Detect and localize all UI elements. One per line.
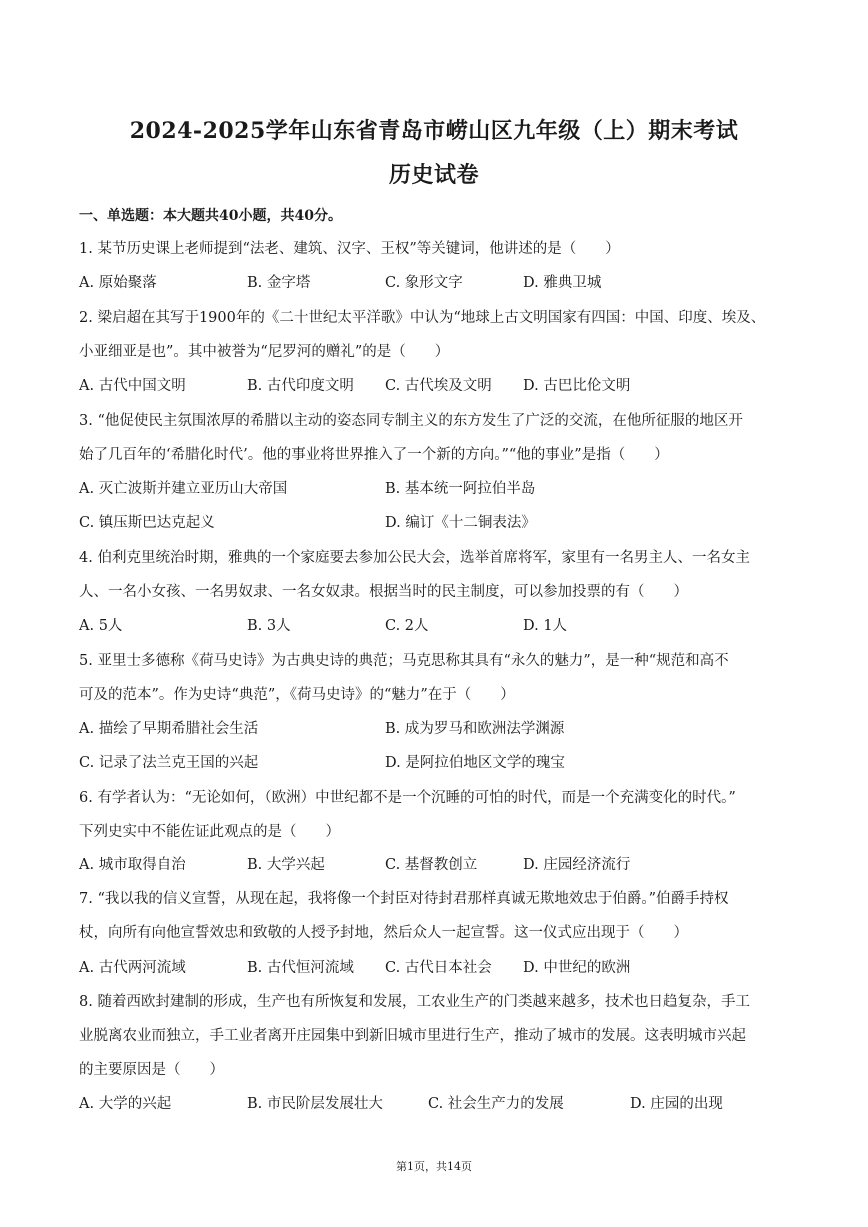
option-d: D. 古巴比伦文明 <box>523 378 631 394</box>
option-d: D. 1人 <box>523 618 568 634</box>
option-d: D. 雅典卫城 <box>523 275 602 291</box>
option-c: C. 古代日本社会 <box>385 960 492 976</box>
question-3-text-line-2: 始了几百年的‘希腊化时代’。他的事业将世界推入了一个新的方向。”“他的事业”是指（ ） <box>79 447 669 463</box>
option-b: B. 大学兴起 <box>247 857 325 873</box>
option-a: A. 城市取得自治 <box>79 857 186 873</box>
option-b: B. 成为罗马和欧洲法学渊源 <box>385 721 565 737</box>
question-8-text-line-1: 8. 随着西欧封建制的形成，生产也有所恢复和发展，工农业生产的门类越来越多，技术也日趋复杂，手工 <box>79 994 750 1010</box>
question-3-options-row-2 <box>79 511 799 531</box>
option-a: A. 灭亡波斯并建立亚历山大帝国 <box>79 481 288 497</box>
question-2-options <box>79 374 799 394</box>
option-c: C. 2人 <box>385 618 429 634</box>
question-1-options <box>79 271 799 291</box>
option-a: A. 原始聚落 <box>79 275 157 291</box>
exam-title: 2024-2025学年山东省青岛市崂山区九年级（上）期末考试 <box>129 118 739 144</box>
question-1-text: 1. 某节历史课上老师提到“法老、建筑、汉字、王权”等关键词，他讲述的是（ ） <box>79 241 620 257</box>
question-8-text-line-2: 业脱离农业而独立，手工业者离开庄园集中到新旧城市里进行生产，推动了城市的发展。这表明城市兴起 <box>79 1028 746 1044</box>
option-c: C. 社会生产力的发展 <box>428 1096 564 1112</box>
option-d: D. 编订《十二铜表法》 <box>385 515 536 531</box>
option-b: B. 3人 <box>247 618 291 634</box>
question-8-text-line-3: 的主要原因是（ ） <box>79 1062 224 1078</box>
option-a: A. 描绘了早期希腊社会生活 <box>79 721 259 737</box>
option-b: B. 古代印度文明 <box>247 378 354 394</box>
page-number: 第1页，共14页 <box>396 1160 472 1173</box>
question-2-text-line-2: 小亚细亚是也”。其中被誉为“尼罗河的赠礼”的是（ ） <box>79 344 450 360</box>
option-a: A. 古代中国文明 <box>79 378 186 394</box>
option-c: C. 基督教创立 <box>385 857 478 873</box>
question-6-text-line-2: 下列史实中不能佐证此观点的是（ ） <box>79 824 340 840</box>
option-a: A. 大学的兴起 <box>79 1096 172 1112</box>
option-c: C. 古代埃及文明 <box>385 378 492 394</box>
option-a: A. 5人 <box>79 618 123 634</box>
option-d: D. 中世纪的欧洲 <box>523 960 631 976</box>
question-6-text-line-1: 6. 有学者认为：“无论如何，（欧洲）中世纪都不是一个沉睡的可怕的时代，而是一个充满变化的时代。” <box>79 790 736 806</box>
exam-subtitle: 历史试卷 <box>388 162 479 188</box>
question-5-text-line-1: 5. 亚里士多德称《荷马史诗》为古典史诗的典范；马克思称其具有“永久的魅力”，是一种“规范和高不 <box>79 653 729 669</box>
question-4-text-line-1: 4. 伯利克里统治时期，雅典的一个家庭要去参加公民大会，选举首席将军，家里有一名男主人、一名女主 <box>79 550 750 566</box>
option-c: C. 象形文字 <box>385 275 463 291</box>
question-7-text-line-1: 7. “我以我的信义宣誓，从现在起，我将像一个封臣对待封君那样真诚无欺地效忠于伯爵。”伯爵手持权 <box>79 891 729 907</box>
option-b: B. 古代恒河流域 <box>247 960 354 976</box>
option-d: D. 庄园的出现 <box>630 1096 723 1112</box>
question-2-text-line-1: 2. 梁启超在其写于1900年的《二十世纪太平洋歌》中认为“地球上古文明国家有四国：中国、印度、埃及、 <box>79 310 766 326</box>
question-3-text-line-1: 3. “他促使民主氛围浓厚的希腊以主动的姿态同专制主义的东方发生了广泛的交流，在他所征服的地区开 <box>79 413 743 429</box>
question-7-options <box>79 956 799 976</box>
question-5-text-line-2: 可及的范本”。作为史诗“典范”，《荷马史诗》的“魅力”在于（ ） <box>79 687 515 703</box>
question-6-options <box>79 853 799 873</box>
question-4-options <box>79 614 799 634</box>
question-4-text-line-2: 人、一名小女孩、一名男奴隶、一名女奴隶。根据当时的民主制度，可以参加投票的有（ ） <box>79 584 688 600</box>
option-b: B. 基本统一阿拉伯半岛 <box>385 481 536 497</box>
option-c: C. 记录了法兰克王国的兴起 <box>79 755 259 771</box>
question-5-options-row-1 <box>79 717 799 737</box>
question-7-text-line-2: 杖，向所有向他宣誓效忠和致敬的人授予封地，然后众人一起宣誓。这一仪式应出现于（ ） <box>79 925 688 941</box>
option-b: B. 金字塔 <box>247 275 311 291</box>
question-3-options-row-1 <box>79 477 799 497</box>
section-heading: 一、单选题：本大题共40小题，共40分。 <box>79 208 342 224</box>
option-b: B. 市民阶层发展壮大 <box>247 1096 383 1112</box>
option-c: C. 镇压斯巴达克起义 <box>79 515 215 531</box>
option-a: A. 古代两河流域 <box>79 960 186 976</box>
option-d: D. 庄园经济流行 <box>523 857 631 873</box>
question-5-options-row-2 <box>79 751 799 771</box>
question-8-options <box>79 1092 799 1112</box>
option-d: D. 是阿拉伯地区文学的瑰宝 <box>385 755 565 771</box>
